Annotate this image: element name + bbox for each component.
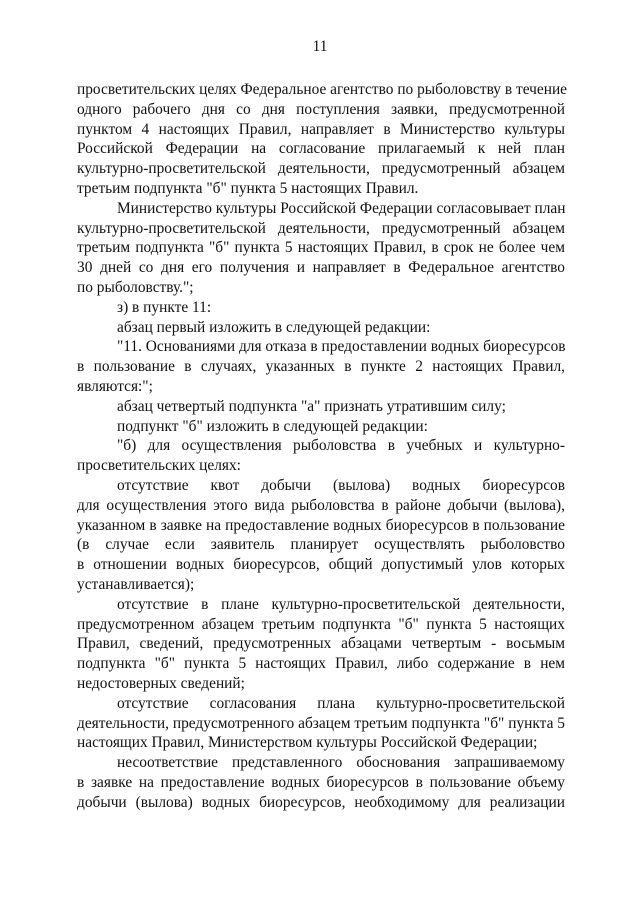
text-line: предусмотренном абзацем третьим подпункта "б" пункта 5 настоящих: [77, 615, 565, 633]
paragraph: [77, 80, 568, 199]
text-line: устанавливается);: [77, 575, 195, 593]
text-line: абзац первый изложить в следующей редакции:: [117, 318, 431, 336]
text-line: Министерство культуры Российской Федерации согласовывает план: [117, 199, 566, 217]
text-line: отсутствие согласования плана культурно-просветительской: [117, 694, 565, 712]
text-line: просветительских целях Федеральное агентство по рыболовству в течение: [77, 81, 568, 98]
paragraph: [77, 199, 565, 298]
text-line: третьим подпункта "б" пункта 5 настоящих Правил.: [77, 179, 419, 197]
text-line: "11. Основаниями для отказа в предоставлении водных биоресурсов: [117, 338, 566, 356]
text-line: являются:";: [77, 377, 153, 395]
paragraph: [77, 476, 565, 595]
text-line: настоящих Правил, Министерством культуры Российской Федерации;: [77, 734, 538, 752]
text-line: для осуществления этого вида рыболовства в районе добычи (вылова),: [77, 496, 565, 514]
text-line: Правил, сведений, предусмотренных абзацами четвертым - восьмым: [77, 635, 565, 653]
paragraph: [77, 417, 565, 437]
text-line: одного рабочего дня со дня поступления заявки, предусмотренной: [77, 100, 565, 118]
text-line: подпункт "б" изложить в следующей редакции:: [117, 417, 428, 435]
text-line: (в случае если заявитель планирует осуществлять рыболовство: [77, 536, 565, 554]
text-line: абзац четвертый подпункта "а" признать утратившим силу;: [117, 397, 506, 415]
paragraph: [77, 753, 565, 812]
text-line: указанном в заявке на предоставление водных биоресурсов в пользование: [77, 516, 565, 534]
text-line: просветительских целях:: [77, 457, 241, 475]
text-line: з) в пункте 11:: [117, 298, 212, 316]
text-line: отсутствие квот добычи (вылова) водных биоресурсов: [117, 476, 565, 494]
text-line: отсутствие в плане культурно-просветительской деятельности,: [117, 595, 565, 613]
paragraph: [77, 397, 565, 417]
text-line: в пользование в случаях, указанных в пункте 2 настоящих Правил,: [77, 358, 565, 376]
text-line: по рыболовству.";: [77, 278, 194, 296]
page-number: 11: [312, 38, 328, 55]
paragraph: [77, 694, 565, 753]
paragraph: [77, 436, 565, 476]
paragraph: [77, 337, 565, 396]
text-line: в отношении водных биоресурсов, общий допустимый улов которых: [77, 556, 565, 574]
paragraph: [77, 595, 565, 694]
text-line: добычи (вылова) водных биоресурсов, необходимому для реализации: [77, 793, 565, 811]
paragraph: [77, 298, 565, 318]
document-body: [77, 80, 568, 812]
text-line: Российской Федерации на согласование прилагаемый к ней план: [77, 140, 565, 158]
text-line: деятельности, предусмотренного абзацем третьим подпункта "б" пункта 5: [77, 714, 565, 732]
text-line: "б) для осуществления рыболовства в учебных и культурно-: [117, 437, 565, 455]
text-line: культурно-просветительской деятельности, предусмотренный абзацем: [77, 219, 565, 237]
text-line: недостоверных сведений;: [77, 674, 245, 692]
text-line: 30 дней со дня его получения и направляет в Федеральное агентство: [77, 259, 565, 277]
text-line: третьим подпункта "б" пункта 5 настоящих Правил, в срок не более чем: [77, 239, 565, 257]
text-line: пунктом 4 настоящих Правил, направляет в Министерство культуры: [77, 120, 565, 138]
text-line: в заявке на предоставление водных биоресурсов в пользование объему: [77, 773, 565, 791]
text-line: культурно-просветительской деятельности, предусмотренный абзацем: [77, 160, 565, 178]
text-line: подпункта "б" пункта 5 настоящих Правил, либо содержание в нем: [77, 655, 565, 673]
paragraph: [77, 318, 565, 338]
text-line: несоответствие представленного обоснования запрашиваемому: [117, 754, 565, 772]
